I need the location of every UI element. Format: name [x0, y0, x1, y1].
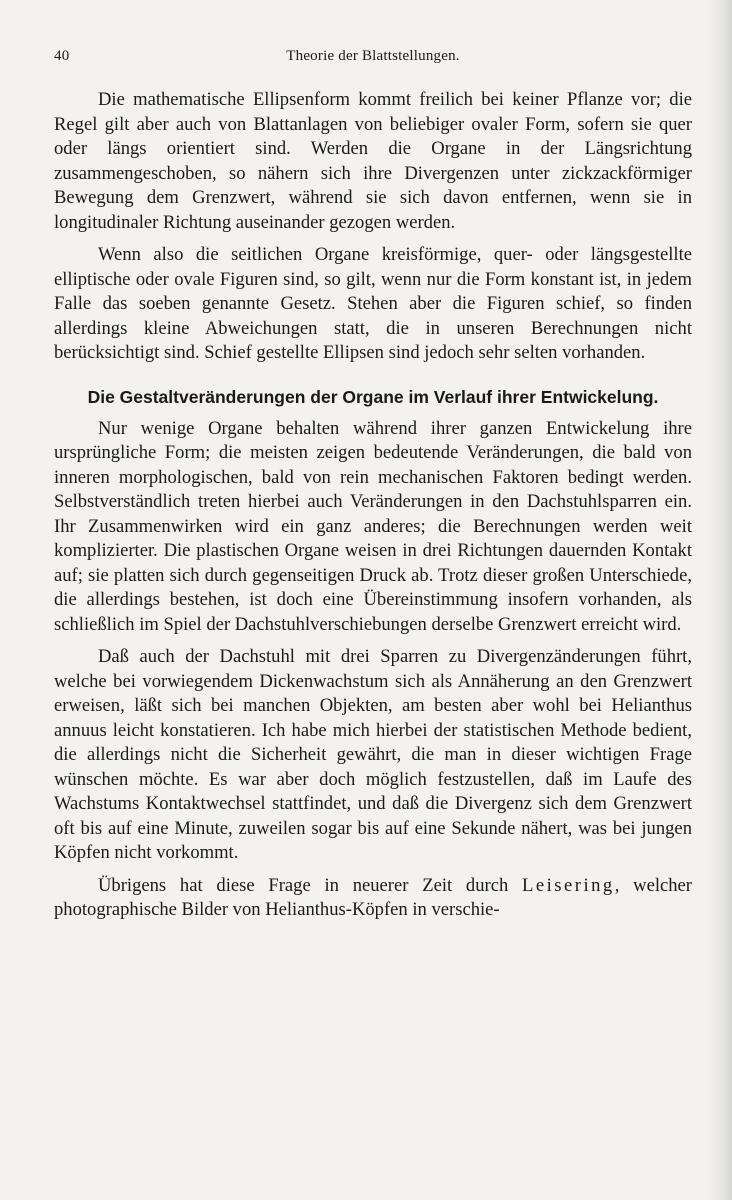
paragraph-4: Daß auch der Dachstuhl mit drei Sparren zu Divergenzänderungen führt, welche bei vorwiegendem Dickenwachstum sich als Annäherung an den Grenzwert erweisen, läßt sich bei manchen Objekten, am besten aber wohl bei Helianthus annuus leicht konstatieren. Ich habe mich hierbei der statistischen Methode bedient, die allerdings nicht die Sicherheit gewährt, die man in dieser wichtigen Frage wünschen möchte. Es war aber doch möglich festzustellen, daß im Laufe des Wachstums Kontaktwechsel stattfindet, und daß die Divergenz sich dem Grenzwert oft bis auf eine Minute, zuweilen sogar bis auf eine Sekunde nähert, was bei jungen Köpfen nicht vorkommt.	[54, 646, 692, 863]
paragraph-1: Die mathematische Ellipsenform kommt freilich bei keiner Pflanze vor; die Regel gilt aber auch von Blattanlagen von beliebiger ovaler Form, sofern sie quer oder längs orientiert sind. Werden die Organe in der Längsrichtung zusammengeschoben, so nähern sich ihre Divergenzen unter zickzackförmiger Bewegung dem Grenzwert, während sie sich davon entfernen, wenn sie in longitudinaler Richtung auseinander gezogen werden.	[54, 89, 692, 233]
paragraph-5-end: , welcher photographische Bilder von Helianthus-Köpfen in verschie-	[54, 874, 692, 920]
section-heading: Die Gestaltveränderungen der Organe im Verlauf ihrer Entwickelung.	[87, 386, 659, 407]
page-number: 40	[54, 48, 70, 64]
page-edge-shadow	[706, 0, 732, 1200]
running-title: Theorie der Blattstellungen.	[286, 48, 460, 64]
page-body	[54, 88, 692, 933]
paragraph-2: Wenn also die seitlichen Organe kreisförmige, quer- oder längsgestellte elliptische oder ovale Figuren sind, so gilt, wenn nur die Form konstant ist, in jedem Falle das soeben genannte Gesetz. Stehen aber die Figuren schief, so finden allerdings kleine Abweichungen statt, die in unseren Berechnungen nicht berücksichtigt sind. Schief gestellte Ellipsen sind jedoch sehr selten vorhanden.	[54, 244, 692, 363]
paragraph-5	[54, 874, 692, 923]
author-name-leisering: Leisering	[522, 874, 615, 896]
page-header	[54, 48, 692, 72]
paragraph-3: Nur wenige Organe behalten während ihrer ganzen Entwickelung ihre ursprüngliche Form; die meisten zeigen bedeutende Veränderungen, die bald von inneren morphologischen, bald von rein mechanischen Faktoren bedingt werden. Selbstverständlich treten hierbei auch Veränderungen in den Dachstuhlsparren ein. Ihr Zusammenwirken wird ein ganz anderes; die Berechnungen werden weit komplizierter. Die plastischen Organe weisen in drei Richtungen dauernden Kontakt auf; sie platten sich durch gegenseitigen Druck ab. Trotz dieser großen Unterschiede, die allerdings bestehen, ist doch eine Übereinstimmung insofern vorhanden, als schließlich im Spiel der Dachstuhlverschiebungen derselbe Grenzwert erreicht wird.	[54, 417, 692, 635]
paragraph-5-start: Übrigens hat diese Frage in neuerer Zeit durch	[98, 874, 523, 896]
